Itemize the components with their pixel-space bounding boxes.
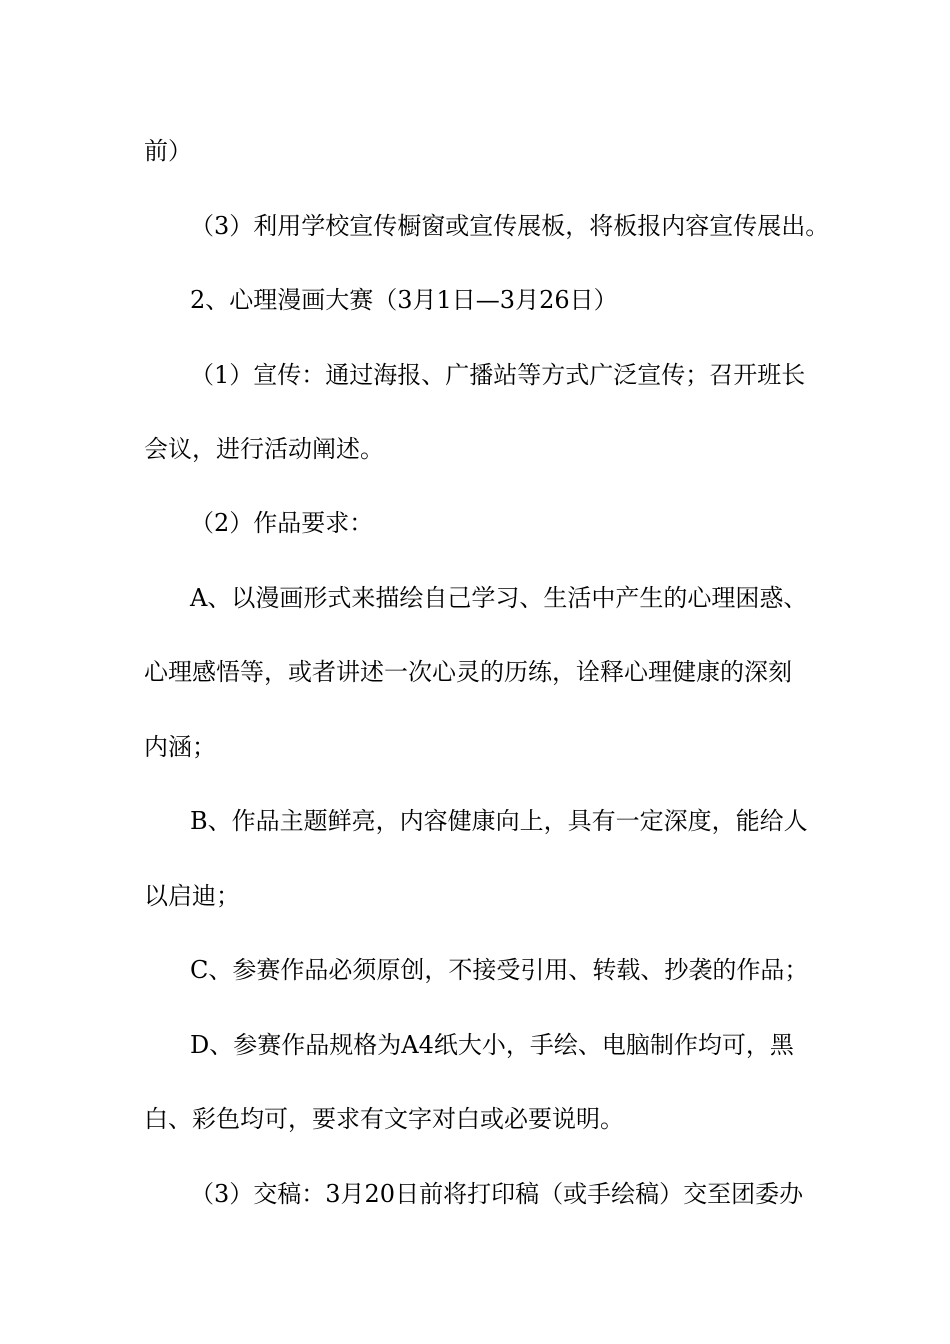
text-line-11: 以启迪； <box>144 882 240 910</box>
text-line-10: B、作品主题鲜亮，内容健康向上，具有一定深度，能给人 <box>190 807 808 835</box>
text-line-8: 心理感悟等，或者讲述一次心灵的历练，诠释心理健康的深刻 <box>144 658 792 686</box>
text-line-7: A、以漫画形式来描绘自己学习、生活中产生的心理困惑、 <box>190 584 808 612</box>
text-line-14: 白、彩色均可，要求有文字对白或必要说明。 <box>144 1105 624 1133</box>
text-line-9: 内涵； <box>144 733 216 761</box>
text-line-2: （3）利用学校宣传橱窗或宣传展板，将板报内容宣传展出。 <box>190 212 830 240</box>
text-line-6: （2）作品要求： <box>190 509 374 537</box>
text-line-13: D、参赛作品规格为A4纸大小，手绘、电脑制作均可，黑 <box>190 1031 794 1059</box>
text-line-1: 前） <box>144 137 192 165</box>
text-line-15: （3）交稿：3月20日前将打印稿（或手绘稿）交至团委办 <box>190 1180 804 1208</box>
text-line-3: 2、心理漫画大赛（3月1日—3月26日） <box>190 286 618 314</box>
text-line-12: C、参赛作品必须原创，不接受引用、转载、抄袭的作品； <box>190 956 809 984</box>
text-line-4: （1）宣传：通过海报、广播站等方式广泛宣传；召开班长 <box>190 361 806 389</box>
text-line-5: 会议，进行活动阐述。 <box>144 435 384 463</box>
